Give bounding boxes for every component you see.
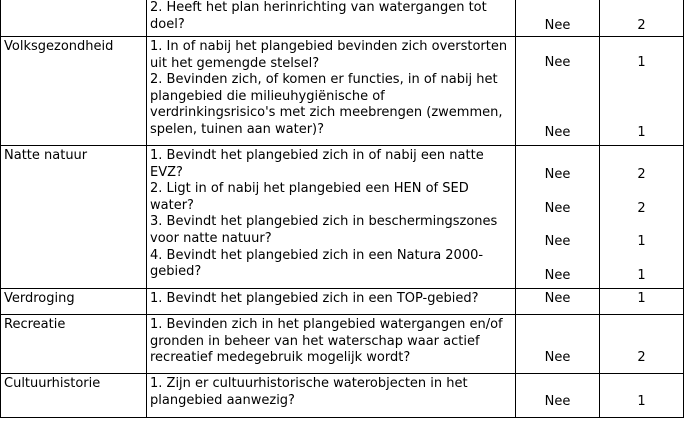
- category-cell: Recreatie: [1, 315, 147, 374]
- score-value: 1: [637, 267, 646, 283]
- category-cell: Volksgezondheid: [1, 37, 147, 146]
- question-cell: [147, 37, 516, 146]
- question-text: 2. Heeft het plan herinrichting van watergangen tot doel?: [150, 0, 487, 32]
- answer-value: Nee: [544, 167, 571, 182]
- question-text: 1. Bevinden zich in het plangebied watergangen en/of gronden in beheer van het waterschap waar actief recreatief medegebruik mogelijk wordt?: [150, 317, 503, 366]
- category-cell: Verdroging: [1, 289, 147, 315]
- table-row: [1, 315, 684, 374]
- score-value: 1: [637, 291, 646, 306]
- answer-cell: [516, 289, 600, 315]
- score-cell: [600, 146, 684, 289]
- answer-value: Nee: [544, 200, 571, 216]
- score-value: 2: [637, 167, 646, 182]
- question-text: 1. Bevindt het plangebied zich in een TOP-gebied?: [150, 291, 479, 306]
- table-row: [1, 37, 684, 146]
- question-text: 1. Bevindt het plangebied zich in of nabij een natte EVZ?: [150, 148, 484, 180]
- answer-value: Nee: [544, 234, 571, 250]
- answer-value: Nee: [544, 124, 571, 140]
- question-cell: [147, 315, 516, 374]
- score-value: 1: [637, 124, 646, 140]
- score-value: 1: [637, 394, 646, 409]
- answer-cell: [516, 37, 600, 146]
- category-cell: Cultuurhistorie: [1, 374, 147, 418]
- answer-cell: [516, 374, 600, 418]
- category-cell: [1, 0, 147, 37]
- answer-cell: [516, 146, 600, 289]
- score-value: 2: [637, 350, 646, 365]
- question-cell: [147, 0, 516, 37]
- table-row: [1, 146, 684, 289]
- answer-value: Nee: [544, 394, 571, 409]
- question-text: 3. Bevindt het plangebied zich in beschermingszones voor natte natuur?: [150, 214, 498, 246]
- question-cell: [147, 374, 516, 418]
- answer-value: Nee: [544, 18, 571, 34]
- score-cell: [600, 0, 684, 37]
- answer-value: Nee: [544, 55, 571, 70]
- question-text: 2. Bevinden zich, of komen er functies, in of nabij het plangebied die milieuhygiënische of verdrinkingsrisico's met zich meebrengen (zwemmen, spelen, tuinen aan water)?: [150, 72, 503, 137]
- score-value: 1: [637, 55, 646, 70]
- table-row: [1, 374, 684, 418]
- score-value: 2: [637, 18, 646, 34]
- question-cell: [147, 289, 516, 315]
- answer-cell: [516, 315, 600, 374]
- score-cell: [600, 37, 684, 146]
- score-cell: [600, 289, 684, 315]
- score-cell: [600, 315, 684, 374]
- question-text: 4. Bevindt het plangebied zich in een Natura 2000-gebied?: [150, 247, 484, 280]
- answer-cell: [516, 0, 600, 37]
- score-cell: [600, 374, 684, 418]
- category-cell: Natte natuur: [1, 146, 147, 289]
- question-text: 2. Ligt in of nabij het plangebied een HEN of SED water?: [150, 181, 469, 213]
- table-row: [1, 289, 684, 315]
- score-value: 1: [637, 234, 646, 250]
- answer-value: Nee: [544, 267, 571, 283]
- answer-value: Nee: [544, 350, 571, 365]
- score-value: 2: [637, 200, 646, 216]
- question-cell: [147, 146, 516, 289]
- question-text: 1. Zijn er cultuurhistorische waterobjecten in het plangebied aanwezig?: [150, 376, 468, 408]
- answer-value: Nee: [544, 291, 571, 306]
- question-text: 1. In of nabij het plangebied bevinden zich overstorten uit het gemengde stelsel?: [150, 39, 508, 71]
- table-row: [1, 0, 684, 37]
